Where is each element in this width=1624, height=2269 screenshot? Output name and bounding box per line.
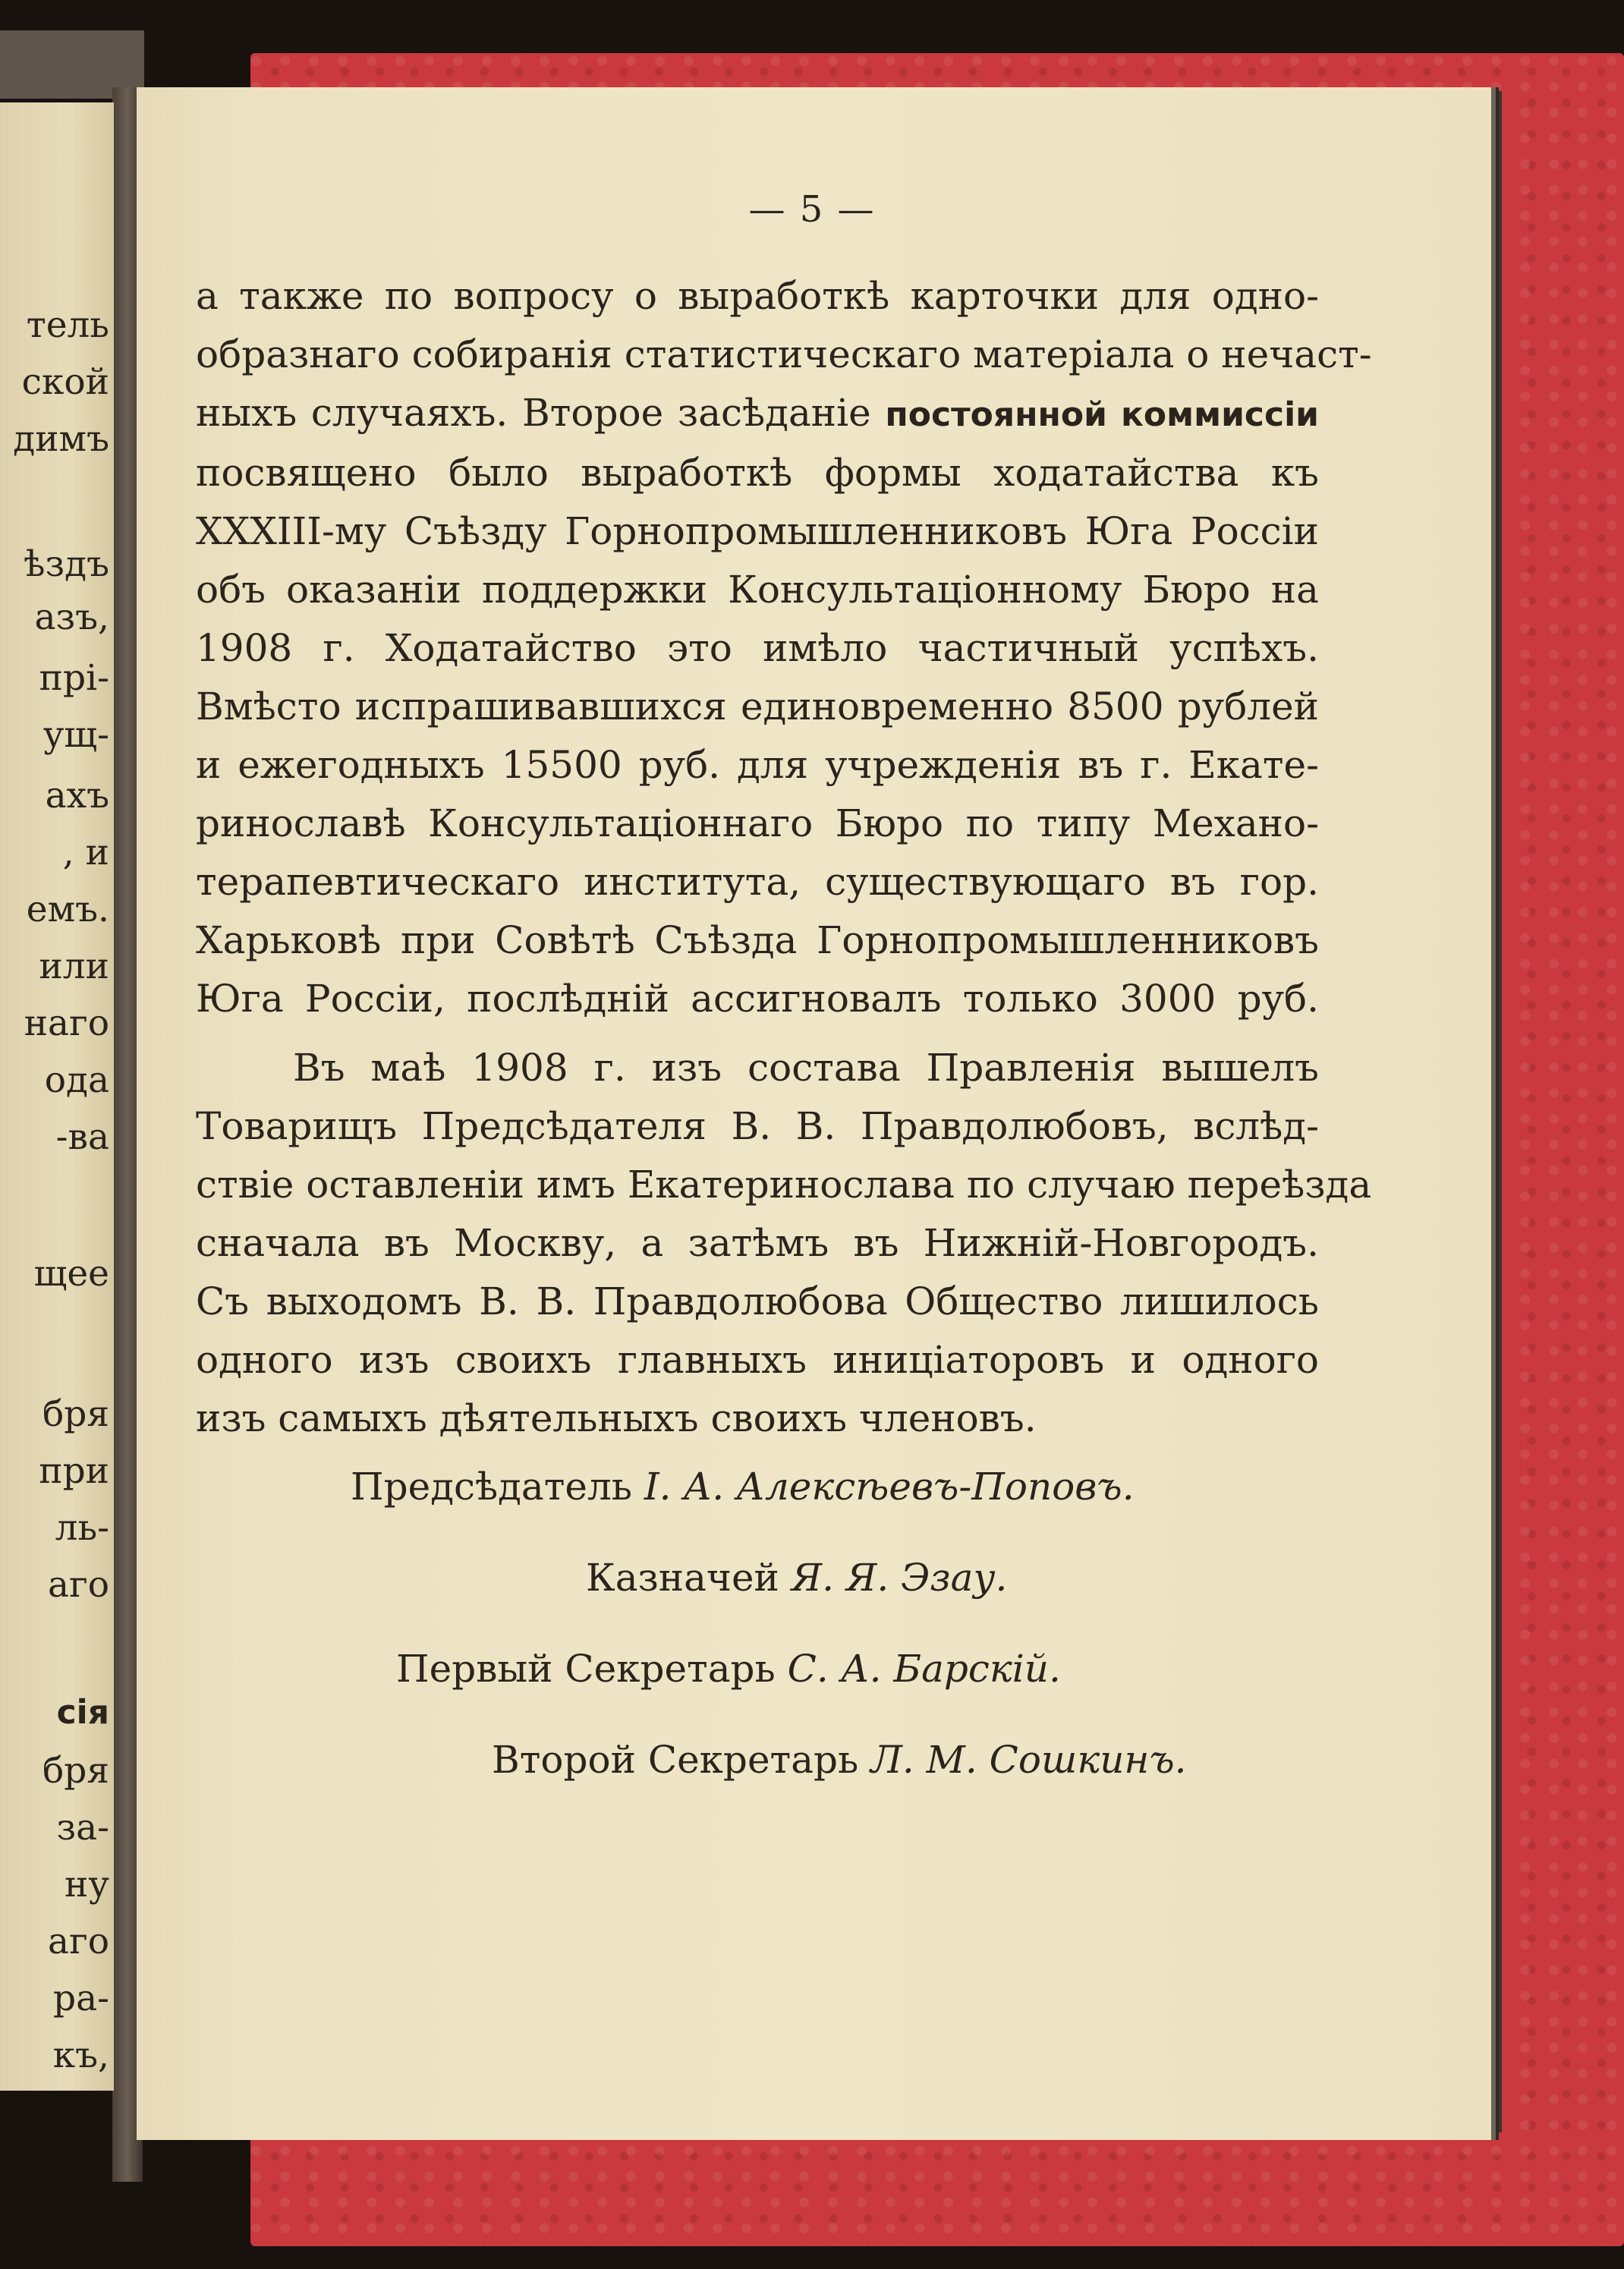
signature-second-secretary (492, 1738, 1187, 1782)
text-line: сначала въ Москву, а затѣмъ въ Нижній-Новгородъ. (196, 1221, 1319, 1265)
left-fragment: при (39, 1450, 109, 1492)
left-fragment: -ва (55, 1116, 109, 1158)
left-fragment: ну (65, 1864, 109, 1906)
left-fragment: къ, (52, 2035, 109, 2076)
signature-chairman (351, 1465, 1135, 1509)
signature-name: Л. М. Сошкинъ. (870, 1738, 1187, 1782)
paragraph-1 (196, 267, 1372, 1028)
left-fragment: ущ- (42, 714, 109, 756)
text-line: а также по вопросу о выработкѣ карточки для одно- (196, 274, 1319, 318)
left-fragment: бря (42, 1750, 109, 1792)
left-fragment: азъ, (34, 596, 109, 638)
left-fragment: сія (56, 1693, 109, 1732)
text-line: Харьковѣ при Совѣтѣ Съѣзда Горнопромышленниковъ (196, 918, 1319, 962)
left-fragment: ахъ (45, 775, 109, 817)
left-fragment: прі- (39, 657, 109, 699)
text-line: Юга Россіи, послѣдній ассигновалъ только 3000 руб. (196, 977, 1319, 1021)
text-line: XXXIII-му Съѣзду Горнопромышленниковъ Юга Россіи (196, 509, 1319, 553)
left-fragment: ра- (53, 1978, 109, 2019)
left-fragment: емъ. (26, 889, 109, 930)
text-line: Вмѣсто испрашивавшихся единовременно 8500 рублей (196, 684, 1319, 729)
signature-title: Первый Секретарь (396, 1647, 776, 1691)
left-fragment: тель (26, 304, 109, 346)
signature-name: Я. Я. Эзау. (791, 1556, 1008, 1600)
left-fragment: аго (48, 1564, 109, 1606)
text-line: 1908 г. Ходатайство это имѣло частичный успѣхъ. (196, 626, 1319, 670)
left-fragment: аго (48, 1921, 109, 1962)
left-facing-page (0, 102, 114, 2091)
text-line: и ежегодныхъ 15500 руб. для учрежденія въ г. Екате- (196, 743, 1319, 787)
left-fragment: наго (24, 1002, 109, 1044)
text-line: Товарищъ Предсѣдателя В. В. Правдолюбовъ, вслѣд- (196, 1104, 1319, 1148)
left-fragment: ль- (55, 1507, 109, 1549)
signature-name: І. А. Алексѣевъ-Поповъ. (644, 1465, 1135, 1509)
signature-name: С. А. Барскій. (787, 1647, 1061, 1691)
left-fragment: или (39, 946, 109, 987)
text-line: изъ самыхъ дѣятельныхъ своихъ членовъ. (196, 1396, 1037, 1440)
text-line: ствіе оставленіи имъ Екатеринослава по случаю переѣзда (196, 1163, 1372, 1207)
left-fragment: бря (42, 1393, 109, 1435)
text-line: Съ выходомъ В. В. Правдолюбова Общество лишилось (196, 1279, 1319, 1323)
signature-title: Второй Секретарь (492, 1738, 859, 1782)
left-fragment: ской (21, 361, 109, 403)
text-line: Въ маѣ 1908 г. изъ состава Правленія вышелъ (293, 1046, 1319, 1090)
text-line: посвящено было выработкѣ формы ходатайства къ (196, 451, 1319, 495)
page-edge (1491, 91, 1502, 2132)
text-line-part: ныхъ случаяхъ. Второе засѣданіе (196, 391, 871, 435)
left-fragment: ода (44, 1059, 109, 1101)
text-line: терапевтическаго института, существующаго въ гор. (196, 860, 1319, 904)
signature-treasurer (586, 1556, 1007, 1600)
left-fragment: за- (56, 1807, 109, 1849)
signature-first-secretary (396, 1647, 1061, 1691)
text-line: ринославѣ Консультаціоннаго Бюро по типу Механо- (196, 801, 1319, 845)
text-line: объ оказаніи поддержки Консультаціонному Бюро на (196, 568, 1319, 612)
signature-title: Казначей (586, 1556, 779, 1600)
signature-title: Предсѣдатель (351, 1465, 632, 1509)
body-text (196, 267, 1372, 1448)
paragraph-2 (196, 1039, 1372, 1448)
text-line (196, 384, 1319, 444)
left-fragment: щее (33, 1253, 109, 1295)
left-fragment: ѣздъ (24, 543, 109, 585)
text-line: одного изъ своихъ главныхъ иниціаторовъ и одного (196, 1338, 1319, 1382)
left-fragment: димъ (13, 418, 109, 460)
bold-phrase: постоянной коммиссіи (885, 395, 1319, 434)
page-number: — 5 — (748, 188, 876, 231)
left-fragment: , и (62, 832, 109, 873)
text-line: образнаго собиранія статистическаго матеріала о нечаст- (196, 332, 1372, 376)
